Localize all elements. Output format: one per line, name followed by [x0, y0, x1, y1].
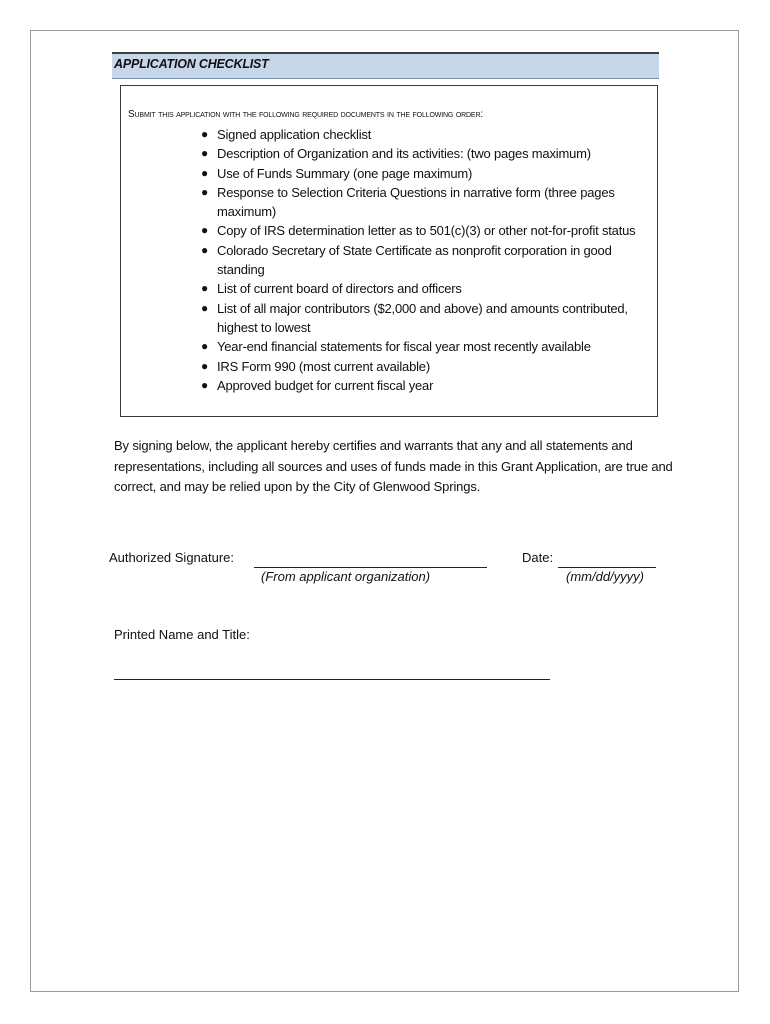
checklist-items [121, 125, 647, 395]
checklist-instruction: Submit this application with the following required documents in the following order: [128, 109, 483, 120]
section-header [112, 52, 659, 79]
bullet-icon: ● [201, 339, 209, 354]
bullet-icon: ● [201, 146, 209, 161]
checklist-item: ● Signed application checklist [121, 125, 647, 144]
checklist-item: ● IRS Form 990 (most current available) [121, 357, 647, 376]
checklist-item: ● List of current board of directors and officers [121, 279, 647, 298]
section-title: APPLICATION CHECKLIST [114, 57, 269, 71]
certification-text: By signing below, the applicant hereby certifies and warrants that any and all statements and representations, including all sources and uses of funds made in this Grant Application, are true and correct, and may be relied upon by the City of Glenwood Springs. [114, 438, 673, 494]
bullet-icon: ● [201, 300, 209, 315]
checklist-item: ● Use of Funds Summary (one page maximum) [121, 164, 647, 183]
checklist-item: ● List of all major contributors ($2,000 and above) and amounts contributed, highest to lowest [201, 300, 628, 335]
checklist-box [120, 85, 658, 417]
checklist-item: ● Colorado Secretary of State Certificate as nonprofit corporation in good standing [201, 242, 612, 278]
bullet-icon: ● [201, 281, 209, 296]
bullet-icon: ● [201, 242, 209, 257]
checklist-item: ● Copy of IRS determination letter as to 501(c)(3) or other not-for-profit status [121, 221, 647, 240]
checklist-item: ● Response to Selection Criteria Questions in narrative form (three pages maximum) [201, 184, 615, 220]
signature-sublabel: (From applicant organization) [261, 569, 431, 584]
date-label: Date: [522, 550, 554, 565]
checklist-item: ● Approved budget for current fiscal year [121, 376, 647, 395]
date-field[interactable] [558, 567, 656, 568]
printed-name-label: Printed Name and Title: [114, 627, 250, 642]
signature-field[interactable] [254, 567, 487, 568]
bullet-icon: ● [201, 165, 209, 180]
signature-label: Authorized Signature: [109, 550, 235, 565]
bullet-icon: ● [201, 358, 209, 373]
bullet-icon: ● [201, 223, 209, 238]
bullet-icon: ● [201, 377, 209, 392]
checklist-item: ● Description of Organization and its activities: (two pages maximum) [121, 144, 647, 163]
printed-name-field[interactable] [114, 679, 550, 680]
bullet-icon: ● [201, 127, 209, 141]
document-page [30, 30, 739, 992]
date-format-hint: (mm/dd/yyyy) [566, 569, 644, 584]
bullet-icon: ● [201, 184, 209, 199]
checklist-item: ● Year-end financial statements for fiscal year most recently available [121, 337, 647, 356]
